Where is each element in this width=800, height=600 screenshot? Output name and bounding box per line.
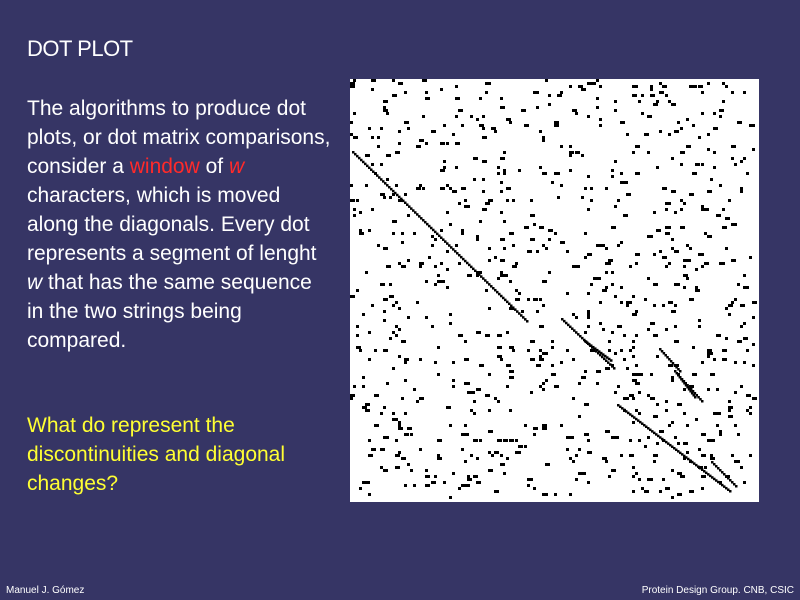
question-text: What do represent the discontinuities and diagonal changes? [27, 414, 286, 495]
body-text-part4: that has the same sequence in the two strings being compared. [27, 271, 312, 352]
w-variable: w [228, 155, 245, 178]
slide-title: DOT PLOT [27, 36, 133, 61]
body-text-part3: characters, which is moved along the diagonals. Every dot represents a segment of lenght [27, 184, 317, 265]
dot-matrix-graphic [350, 79, 759, 502]
footer-organization: Protein Design Group. CNB, CSIC [641, 585, 794, 596]
dot-plot-image [350, 79, 759, 502]
body-text-part2: of [199, 155, 229, 178]
footer-author: Manuel J. Gómez [6, 585, 85, 596]
body-paragraph [27, 94, 332, 355]
body-text-part1: The algorithms to produce dot plots, or dot matrix comparisons, consider a [27, 97, 331, 178]
window-highlight: window [129, 155, 200, 178]
w-variable: w [27, 271, 43, 294]
